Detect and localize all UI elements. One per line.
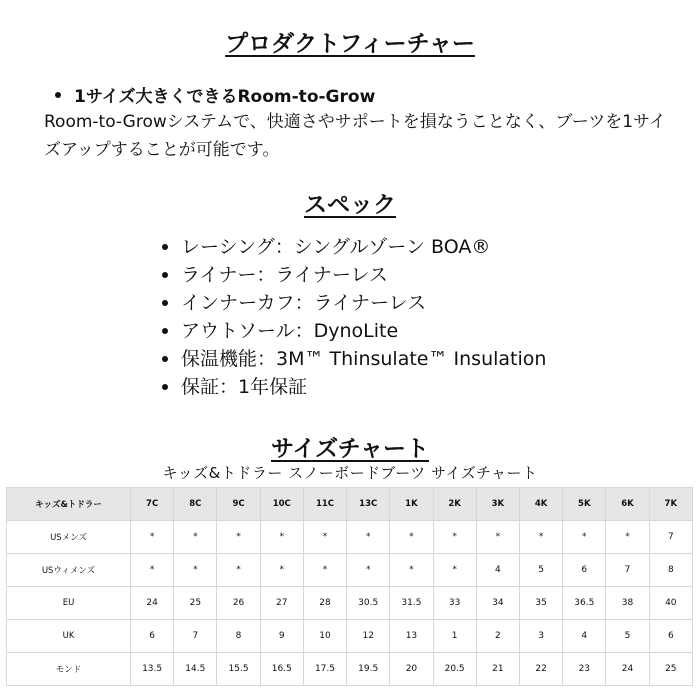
table-row-label: USウィメンズ <box>7 554 131 587</box>
features-title: プロダクトフィーチャー <box>225 31 475 57</box>
table-cell: 7 <box>174 620 217 653</box>
table-cell: 38 <box>606 587 649 620</box>
table-cell: * <box>606 521 649 554</box>
spec-item-text: 保証：1年保証 <box>181 376 308 398</box>
table-row <box>7 620 693 653</box>
table-cell: 27 <box>260 587 303 620</box>
size-chart-column-header: 11C <box>303 488 346 521</box>
size-chart-column-header: 5K <box>563 488 606 521</box>
bullet-icon <box>162 384 168 390</box>
spec-item <box>162 317 546 345</box>
table-cell: 26 <box>217 587 260 620</box>
bullet-icon <box>55 92 61 98</box>
bullet-icon <box>162 244 168 250</box>
table-cell: 3 <box>519 620 562 653</box>
size-chart-header-row <box>7 488 693 521</box>
spec-item-text: インナーカフ：ライナーレス <box>181 292 427 314</box>
table-row-label: USメンズ <box>7 521 131 554</box>
table-cell: * <box>303 554 346 587</box>
table-cell: 10 <box>303 620 346 653</box>
spec-title: スペック <box>304 192 396 218</box>
spec-item <box>162 373 546 401</box>
size-chart-column-header: 4K <box>519 488 562 521</box>
feature-bullet-item <box>55 82 375 107</box>
table-cell: 31.5 <box>390 587 433 620</box>
table-cell: 22 <box>519 653 562 686</box>
table-cell: 7 <box>649 521 692 554</box>
table-cell: 28 <box>303 587 346 620</box>
table-cell: * <box>347 554 390 587</box>
size-chart-column-header: 9C <box>217 488 260 521</box>
spec-item-text: 保温機能：3M™ Thinsulate™ Insulation <box>181 348 547 370</box>
table-cell: 20.5 <box>433 653 476 686</box>
spec-item-text: アウトソール：DynoLite <box>181 320 399 342</box>
size-chart-column-header: 1K <box>390 488 433 521</box>
spec-item <box>162 289 546 317</box>
table-cell: * <box>174 521 217 554</box>
table-cell: 2 <box>476 620 519 653</box>
table-cell: * <box>476 521 519 554</box>
table-cell: 1 <box>433 620 476 653</box>
bullet-icon <box>162 356 168 362</box>
table-cell: 15.5 <box>217 653 260 686</box>
size-chart-column-header: 7C <box>131 488 174 521</box>
table-cell: 14.5 <box>174 653 217 686</box>
spec-item <box>162 261 546 289</box>
table-cell: * <box>217 554 260 587</box>
table-row-label: モンド <box>7 653 131 686</box>
spec-item-text: レーシング：シングルゾーン BOA® <box>181 236 491 258</box>
table-cell: 25 <box>649 653 692 686</box>
spec-list <box>162 233 546 401</box>
table-row <box>7 554 693 587</box>
table-cell: 8 <box>217 620 260 653</box>
table-cell: 5 <box>606 620 649 653</box>
table-cell: 6 <box>131 620 174 653</box>
table-cell: 12 <box>347 620 390 653</box>
size-chart-table <box>6 487 693 686</box>
table-cell: * <box>303 521 346 554</box>
size-chart-column-header: 6K <box>606 488 649 521</box>
table-cell: * <box>433 521 476 554</box>
size-chart-column-header: 13C <box>347 488 390 521</box>
bullet-icon <box>162 328 168 334</box>
table-cell: 24 <box>131 587 174 620</box>
table-cell: 16.5 <box>260 653 303 686</box>
table-row-label: UK <box>7 620 131 653</box>
table-cell: * <box>217 521 260 554</box>
size-chart-subtitle: キッズ&トドラー スノーボードブーツ サイズチャート <box>162 464 538 482</box>
size-chart-column-header: 10C <box>260 488 303 521</box>
table-cell: 6 <box>649 620 692 653</box>
table-cell: 34 <box>476 587 519 620</box>
table-cell: * <box>131 521 174 554</box>
table-cell: 6 <box>563 554 606 587</box>
table-row <box>7 587 693 620</box>
table-cell: * <box>563 521 606 554</box>
table-row-label: EU <box>7 587 131 620</box>
size-chart-column-header: 3K <box>476 488 519 521</box>
table-cell: 20 <box>390 653 433 686</box>
table-cell: 7 <box>606 554 649 587</box>
table-cell: 9 <box>260 620 303 653</box>
table-cell: 30.5 <box>347 587 390 620</box>
size-chart-column-header: 2K <box>433 488 476 521</box>
table-cell: * <box>390 521 433 554</box>
bullet-icon <box>162 300 168 306</box>
table-cell: 8 <box>649 554 692 587</box>
table-cell: 33 <box>433 587 476 620</box>
table-cell: 19.5 <box>347 653 390 686</box>
table-cell: 17.5 <box>303 653 346 686</box>
table-cell: * <box>390 554 433 587</box>
table-cell: 5 <box>519 554 562 587</box>
table-cell: * <box>347 521 390 554</box>
table-cell: 25 <box>174 587 217 620</box>
table-cell: 21 <box>476 653 519 686</box>
table-cell: 24 <box>606 653 649 686</box>
table-cell: * <box>174 554 217 587</box>
table-cell: 36.5 <box>563 587 606 620</box>
size-chart-column-header: 8C <box>174 488 217 521</box>
table-row <box>7 653 693 686</box>
size-chart-body <box>7 521 693 686</box>
table-cell: 4 <box>476 554 519 587</box>
spec-item <box>162 345 546 373</box>
size-chart-title: サイズチャート <box>270 436 429 462</box>
size-chart-column-header: 7K <box>649 488 692 521</box>
table-cell: 35 <box>519 587 562 620</box>
table-cell: 40 <box>649 587 692 620</box>
spec-item-text: ライナー：ライナーレス <box>181 264 388 286</box>
table-cell: 23 <box>563 653 606 686</box>
feature-description: Room-to-Growシステムで、快適さやサポートを損なうことなく、ブーツを1サイズアップすることが可能です。 <box>44 112 666 160</box>
table-cell: * <box>519 521 562 554</box>
table-cell: * <box>131 554 174 587</box>
spec-item <box>162 233 546 261</box>
table-cell: 13.5 <box>131 653 174 686</box>
table-cell: 13 <box>390 620 433 653</box>
table-cell: * <box>260 554 303 587</box>
table-row <box>7 521 693 554</box>
feature-bullet-text: 1サイズ大きくできるRoom-to-Grow <box>74 87 376 107</box>
table-cell: 4 <box>563 620 606 653</box>
size-chart-row-header: キッズ&トドラー <box>7 488 131 521</box>
table-cell: * <box>260 521 303 554</box>
bullet-icon <box>162 272 168 278</box>
table-cell: * <box>433 554 476 587</box>
